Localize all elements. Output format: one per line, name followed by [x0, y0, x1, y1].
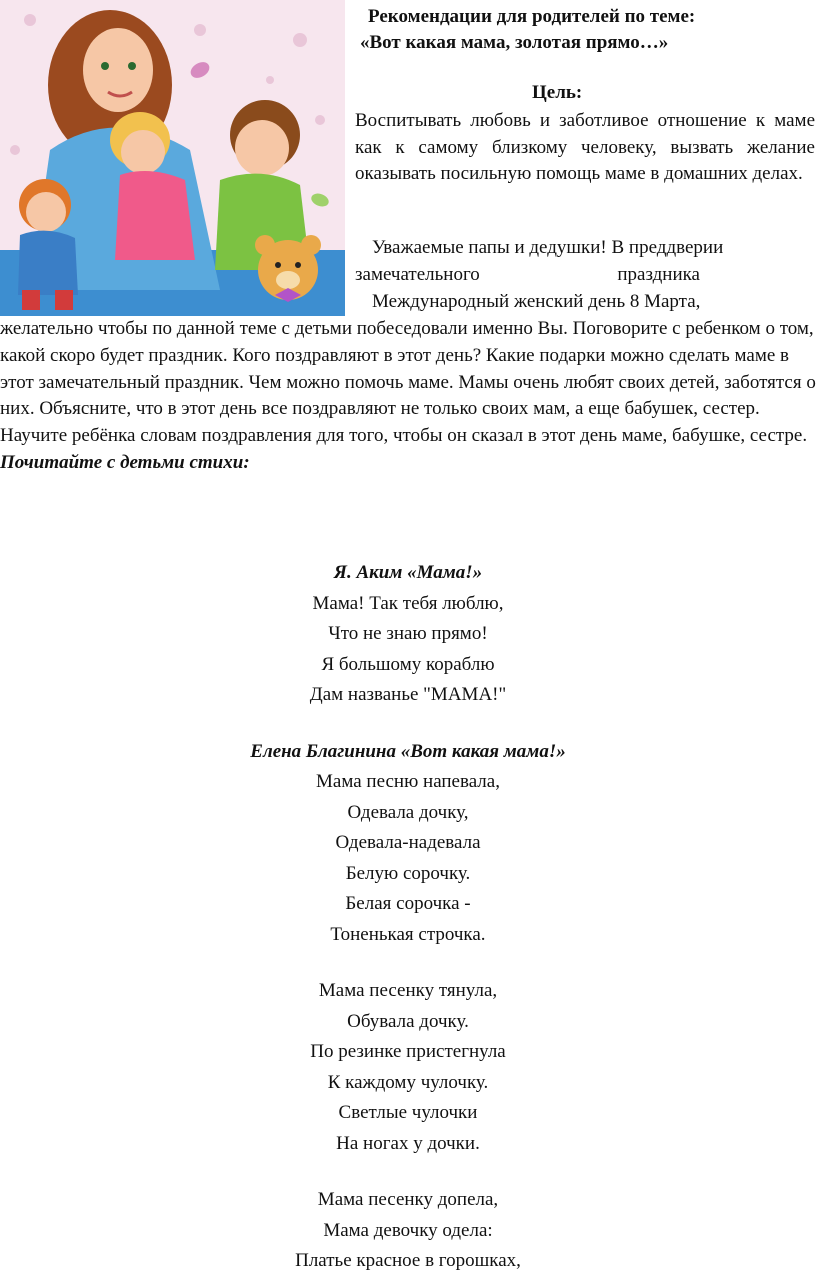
address-body-text: желательно чтобы по данной теме с детьми побеседовали именно Вы. Поговорите с ребенком о том, какой скоро будет праздник. Кого поздравляют в этот день? Какие подарки можно сделать маме в этот замечательный праздник. Чем можно помочь маме. Мамы очень любят своих детей, заботятся о них. Объясните, что в этот день все поздравляют не только своих мам, а еще бабушек, сестер. Научите ребёнка словам поздравления для того, чтобы он сказал в этот день маме, бабушке, сестре.	[0, 318, 816, 447]
poem-line: Одевала дочку,	[347, 801, 469, 823]
address-line-2a: замечательного	[355, 264, 480, 285]
poem-spacer	[0, 711, 816, 737]
poem-line: Одевала-надевала	[335, 832, 481, 853]
poem-line: Тоненькая строчка.	[330, 923, 486, 945]
poem-title: Я. Аким «Мама!»	[333, 562, 483, 583]
poem-line: Мама песенку допела,	[317, 1189, 499, 1210]
read-poems-emphasis: Почитайте с детьми стихи:	[0, 451, 250, 473]
mother-children-illustration	[0, 0, 345, 316]
address-body-paragraph	[0, 316, 816, 477]
stanza-spacer	[0, 1159, 816, 1185]
poem-line: Дам названье "МАМА!"	[309, 684, 507, 705]
poem-line: К каждому чулочку.	[327, 1071, 489, 1093]
poem-line: Мама! Так тебя люблю,	[312, 592, 504, 614]
goal-text: Воспитывать любовь и заботливое отношение к маме как к самому близкому человеку, вызвать желание оказывать посильную помощь маме в домашних делах.	[355, 110, 815, 184]
poem-line: Белая сорочка -	[345, 893, 471, 914]
address-line-3: Международный женский день 8 Марта,	[372, 291, 701, 312]
address-line-1: Уважаемые папы и дедушки! В преддверии	[372, 237, 724, 258]
poem-line: По резинке пристегнула	[310, 1041, 506, 1062]
poem-line: Платье красное в горошках,	[295, 1250, 521, 1271]
poem-line: Белую сорочку.	[345, 862, 471, 884]
poem-line: Мама девочку одела:	[323, 1219, 493, 1241]
poem-line: Мама песню напевала,	[316, 771, 500, 792]
poem-line: На ногах у дочки.	[336, 1132, 480, 1154]
goal-heading: Цель:	[532, 82, 583, 103]
poem-line: Светлые чулочки	[338, 1102, 478, 1123]
document-title-line-1: Рекомендации для родителей по теме:	[368, 6, 696, 27]
poem-title: Елена Благинина «Вот какая мама!»	[250, 740, 566, 762]
poem-line: Мама песенку тянула,	[318, 980, 498, 1001]
poem-line: Я большому кораблю	[321, 653, 495, 675]
poem-line: Что не знаю прямо!	[328, 623, 488, 644]
address-line-2b: праздника	[617, 264, 700, 285]
address-line-2	[355, 262, 815, 288]
document-title-line-2: «Вот какая мама, золотая прямо…»	[360, 32, 669, 53]
stanza-spacer	[0, 950, 816, 976]
poems-section	[0, 558, 816, 1277]
poem-line: Обувала дочку.	[347, 1010, 469, 1032]
